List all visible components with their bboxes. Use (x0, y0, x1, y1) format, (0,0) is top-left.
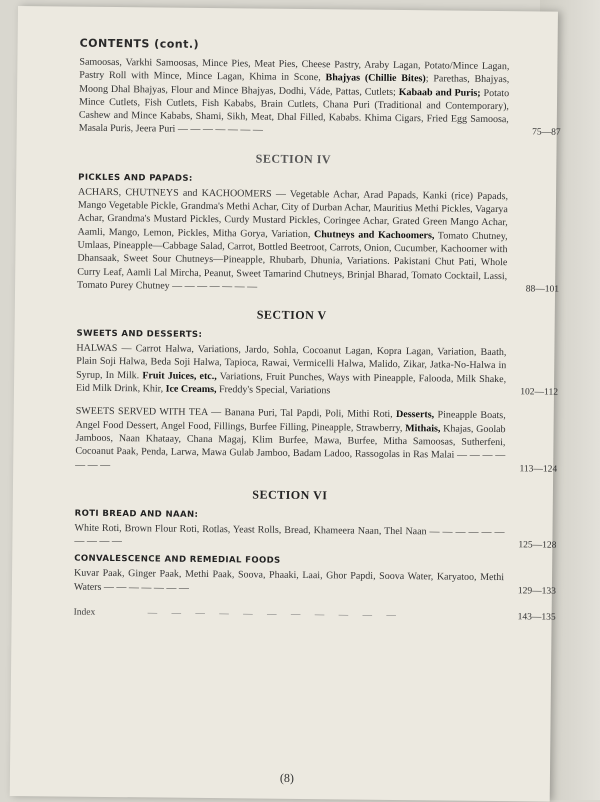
convalescence-text: Kuvar Paak, Ginger Paak, Methi Paak, Soova, Phaaki, Laai, Ghor Papdi, Soova Water, Karyatoo, Methi Waters — — — — — — — (73, 568, 505, 594)
halwas-text-pre: HALWAS — Carrot Halwa, Variations, Jardo, Sohla, Cocoanut Lagan, Kopra Lagan, Variation, Baath, Plain Soji Halwa, Beda Soji Halwa, Tapioca, Rawai, Vermicelli Halwa, Malido, Zikar, Jatka-No-Halwa in Syrup, In Milk. (76, 342, 507, 382)
halwas-text-mid: Variations, Fruit Punches, Ways with Pineapple, Falooda, Milk Shake, Eid Milk Drink, Khir, (75, 370, 507, 395)
snacks-pages: 75—87 (532, 127, 561, 139)
tea-bold-2: Mithais, (405, 422, 441, 435)
roti-pages: 125—128 (518, 540, 557, 551)
convalescence-subhead: CONVALESCENCE AND REMEDIAL FOODS (74, 554, 281, 567)
index-pages: 143—135 (517, 612, 556, 623)
pickles-text-post: Tomato Chutney, Umlaas, Pineapple—Cabbage Salad, Carrot, Bottled Beetroot, Carrots, Onion, Cucumber, Kachoomer with Dhansaak, Sweet Sour Chutneys—Pineapple, Rhubarb, Dhunia, Variations. Pakistani Chut Pati, Whole Curry Leaf, Aamli Lal Mircha, Peanut, Sweet Tamarind Chutneys, Brinjal Bharad, Tomato Cocktail, Lassi, Tomato Purey Chutney — — — — — — — (77, 230, 508, 293)
snacks-bold-2: Kabaab and Puris; (398, 86, 481, 99)
tea-text-post: Khajas, Goolab Jamboos, Naan Khataay, Chana Magaj, Klim Burfee, Mawa, Burfee, Mitha Samoosas, Sutherfeni, Cocoanut Paak, Penda, Larwa, Mawa Gulab Jamboo, Badam Ladoo, Rassogolas in Ras Malai — — — — — — — (75, 423, 506, 471)
pickles-pages: 88—101 (525, 284, 560, 295)
snacks-text-mid: ; Parethas, Bhajyas, Moong Dhal Bhajyas, Flour and Mince Bhajyas, Dodhi, Váde, Pattas, Cutlets; (79, 73, 510, 98)
halwas-pages: 102—112 (520, 387, 559, 398)
section-5-subhead: SWEETS AND DESSERTS: (76, 328, 203, 341)
tea-pages: 113—124 (519, 463, 558, 475)
section-4-title: SECTION IV (255, 151, 332, 167)
book-page (10, 6, 561, 802)
snacks-text-pre: Samoosas, Varkhi Samoosas, Mince Pies, Meat Pies, Cheese Pastry, Araby Lagan, Potato/Mince Lagan, Pastry Roll with Mince, Mince Lagan, Khima in Scone, (79, 56, 510, 84)
roti-entry (74, 521, 557, 552)
snacks-bold-1: Bhajyas (Chillie Bites) (325, 72, 426, 85)
index-entry (73, 607, 556, 623)
pickles-bold: Chutneys and Kachoomers, (313, 228, 435, 242)
index-label: Index (73, 607, 96, 618)
tea-sweets-entry (75, 405, 558, 476)
halwas-text-post: Freddy's Special, Variations (216, 384, 331, 397)
convalescence-entry (73, 567, 556, 598)
tea-text-mid: Pineapple Boats, Angel Food Dessert, Angel Food, Fillings, Burfee Filling, Pineapple, Strawberry, (75, 409, 506, 434)
page-number: (8) (279, 770, 295, 785)
pickles-text-pre: ACHARS, CHUTNEYS and KACHOOMERS — Vegetable Achar, Arad Papads, Kanki (rice) Papads, Mango Vegetable Pickle, Grandma's Methi Achar, City of Durban Achar, Mauritius Methi Pickles, Vagarya Achar, Grandma's Mustard Pickles, Curdy Mustard Pickles, Coringee Achar, Grated Green Mango Achar, Aamli, Mango, Lemon, Pickles, Mitha Gorya, Variation, (77, 186, 509, 240)
tea-bold-1: Desserts, (396, 409, 435, 421)
index-dashes: — — — — — — — — — — — (147, 608, 402, 622)
section-5-title: SECTION V (256, 307, 327, 323)
halwas-bold-2: Ice Creams, (165, 383, 217, 396)
contents-title: CONTENTS (cont.) (79, 36, 200, 51)
section-4-subhead: PICKLES AND PAPADS: (78, 172, 193, 184)
convalescence-pages: 129—133 (517, 585, 556, 597)
section-6-title: SECTION VI (252, 487, 328, 503)
halwas-entry (75, 342, 559, 400)
page-content (73, 36, 561, 785)
tea-text-pre: SWEETS SERVED WITH TEA — Banana Puri, Tal Papdi, Poli, Mithi Roti, (75, 405, 397, 421)
snacks-entry (78, 56, 561, 140)
snacks-text-post: Potato Mince Cutlets, Fish Cutlets, Fish Kababs, Brain Cutlets, Chana Puri (Traditional and Contemporary), Cashew and Mince Kababs, Shami, Sikh, Meat, Dhal Filled, Kababs. Khima Cigars, Fried Egg Samoosa, Masala Puris, Jeera Puri — — — — — — — (78, 87, 510, 137)
roti-subhead: ROTI BREAD AND NAAN: (74, 508, 199, 520)
halwas-bold-1: Fruit Juices, etc., (142, 370, 217, 382)
roti-text: White Roti, Brown Flour Roti, Rotlas, Yeast Rolls, Bread, Khameera Naan, Thel Naan — — — — — — — — — — (74, 522, 505, 548)
pickles-entry (77, 185, 560, 296)
